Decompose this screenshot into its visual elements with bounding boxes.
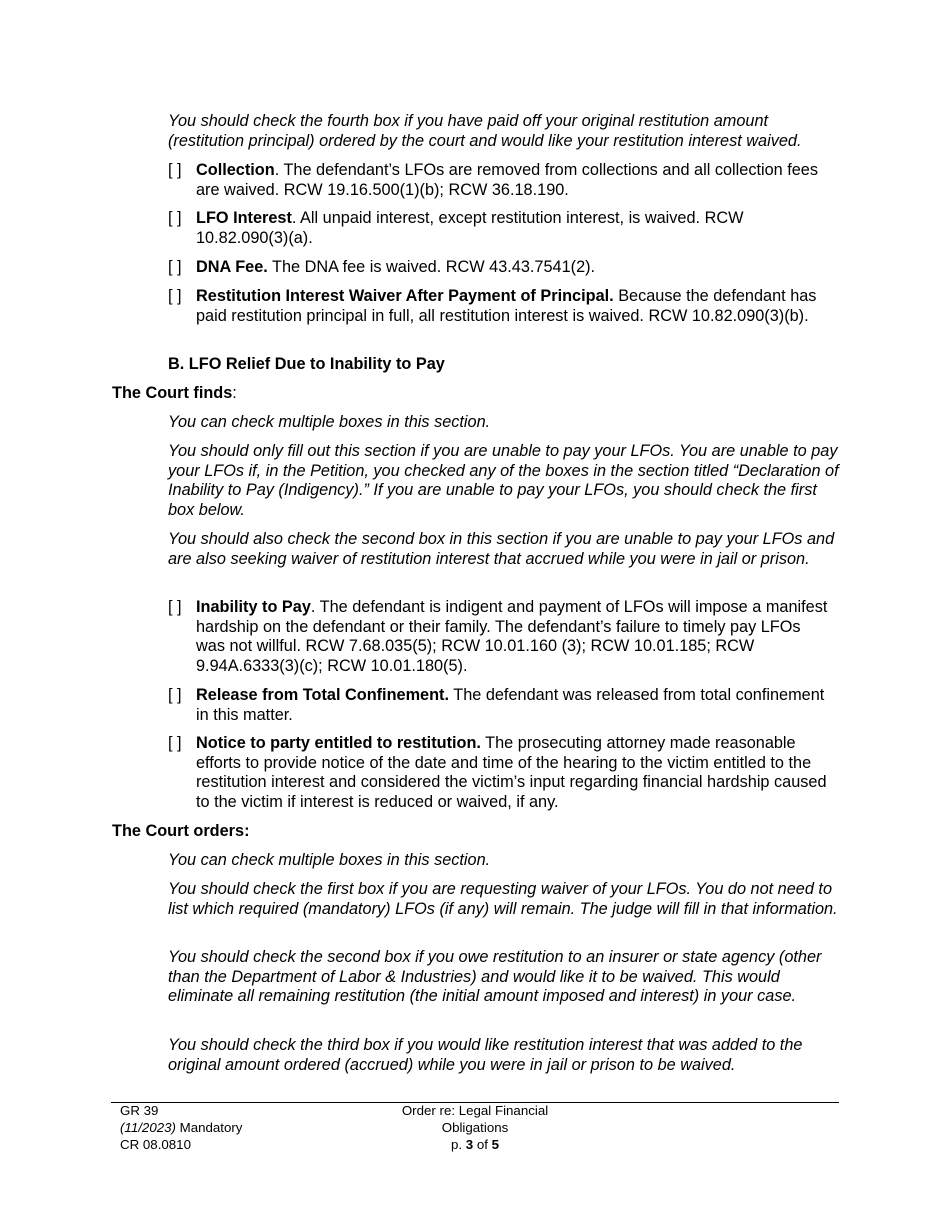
- footer-rule: GR 39: [120, 1103, 159, 1118]
- orders-instruction-first-box: You should check the first box if you are requesting waiver of your LFOs. You do not need to list which required (mandatory) LFOs (if any) will remain. The judge will fill in that information.: [168, 880, 838, 918]
- item-title: Release from Total Confinement.: [196, 686, 450, 704]
- orders-instruction-second-box: You should check the second box if you owe restitution to an insurer or state agency (other than the Department of Labor & Industries) and would like it to be waived. This would eliminate all remaining restitution (the initial amount imposed and interest) in your case.: [168, 948, 822, 1006]
- item-title: Notice to party entitled to restitution.: [196, 734, 481, 752]
- finds-instruction-second-box: You should also check the second box in this section if you are unable to pay your LFOs and are also seeking waiver of restitution interest that accrued while you were in jail or prison.: [168, 530, 835, 568]
- court-orders-heading: The Court orders:: [112, 822, 250, 840]
- checkbox[interactable]: [ ]: [168, 734, 182, 752]
- footer-title-line1: Order re: Legal Financial: [401, 1103, 549, 1118]
- item-title: DNA Fee.: [196, 258, 268, 276]
- checkbox[interactable]: [ ]: [168, 598, 182, 616]
- footer-title: [385, 1102, 565, 1153]
- checkbox-item-notice-restitution[interactable]: [168, 734, 828, 812]
- footer-title-line2: Obligations: [441, 1120, 509, 1135]
- checkbox[interactable]: [ ]: [168, 258, 182, 276]
- court-finds-heading: The Court finds:: [112, 384, 237, 402]
- finds-instruction-unable-to-pay: You should only fill out this section if you are unable to pay your LFOs. You are unable to pay your LFOs if, in the Petition, you checked any of the boxes in the section titled “Declaration of Inability to Pay (Indigency).” If you are unable to pay your LFOs, you should check the first box below.: [168, 442, 839, 519]
- checkbox[interactable]: [ ]: [168, 287, 182, 305]
- finds-instruction-multiple: You can check multiple boxes in this section.: [168, 413, 491, 431]
- checkbox[interactable]: [ ]: [168, 161, 182, 179]
- item-title: Collection: [196, 161, 275, 179]
- checkbox-item-dna-fee[interactable]: [168, 258, 828, 278]
- checkbox-item-inability-to-pay[interactable]: [168, 598, 828, 676]
- item-text: Because the defendant has paid restitution principal in full, all restitution interest is waived. RCW 10.82.090(3)(b).: [196, 287, 817, 325]
- item-text: . The defendant is indigent and payment of LFOs will impose a manifest hardship on the defendant or their family. The defendant’s failure to timely pay LFOs was not willful. RCW 7.68.035(5); RCW 10.01.160 (3); RCW 10.01.185; RCW 9.94A.6333(3)(c); RCW 10.01.180(5).: [196, 598, 828, 675]
- footer-page-number: p. 3 of 5: [450, 1137, 500, 1152]
- footer-date: (11/2023): [120, 1120, 176, 1135]
- item-text: . All unpaid interest, except restitution interest, is waived. RCW 10.82.090(3)(a).: [196, 209, 744, 247]
- checkbox[interactable]: [ ]: [168, 686, 182, 704]
- footer-form-number: CR 08.0810: [120, 1137, 191, 1152]
- checkbox-item-lfo-interest[interactable]: [168, 209, 828, 248]
- item-text: The defendant was released from total confinement in this matter.: [196, 686, 825, 724]
- item-title: Inability to Pay: [196, 598, 311, 616]
- item-title: Restitution Interest Waiver After Payment of Principal.: [196, 287, 614, 305]
- item-title: LFO Interest: [196, 209, 292, 227]
- orders-instruction-multiple: You can check multiple boxes in this section.: [168, 851, 491, 869]
- checkbox-item-release-confinement[interactable]: [168, 686, 828, 725]
- checkbox-item-collection[interactable]: [168, 161, 828, 200]
- orders-instruction-third-box: You should check the third box if you would like restitution interest that was added to the original amount ordered (accrued) while you were in jail or prison to be waived.: [168, 1036, 803, 1074]
- footer-status: Mandatory: [175, 1120, 243, 1135]
- footer-form-info: [120, 1102, 242, 1153]
- item-text: . The defendant’s LFOs are removed from collections and all collection fees are waived. RCW 19.16.500(1)(b); RCW 36.18.190.: [196, 161, 819, 199]
- item-text: The prosecuting attorney made reasonable efforts to provide notice of the date and time of the hearing to the victim entitled to the restitution interest and considered the victim’s input regarding financial hardship caused to the victim if interest is reduced or waived, if any.: [196, 734, 827, 811]
- item-text: The DNA fee is waived. RCW 43.43.7541(2).: [267, 258, 596, 276]
- section-b-heading: B. LFO Relief Due to Inability to Pay: [168, 355, 445, 373]
- checkbox-item-restitution-interest-waiver[interactable]: [168, 287, 828, 326]
- checkbox[interactable]: [ ]: [168, 209, 182, 227]
- instruction-fourth-box: You should check the fourth box if you have paid off your original restitution amount (restitution principal) ordered by the court and would like your restitution interest waived.: [168, 112, 802, 150]
